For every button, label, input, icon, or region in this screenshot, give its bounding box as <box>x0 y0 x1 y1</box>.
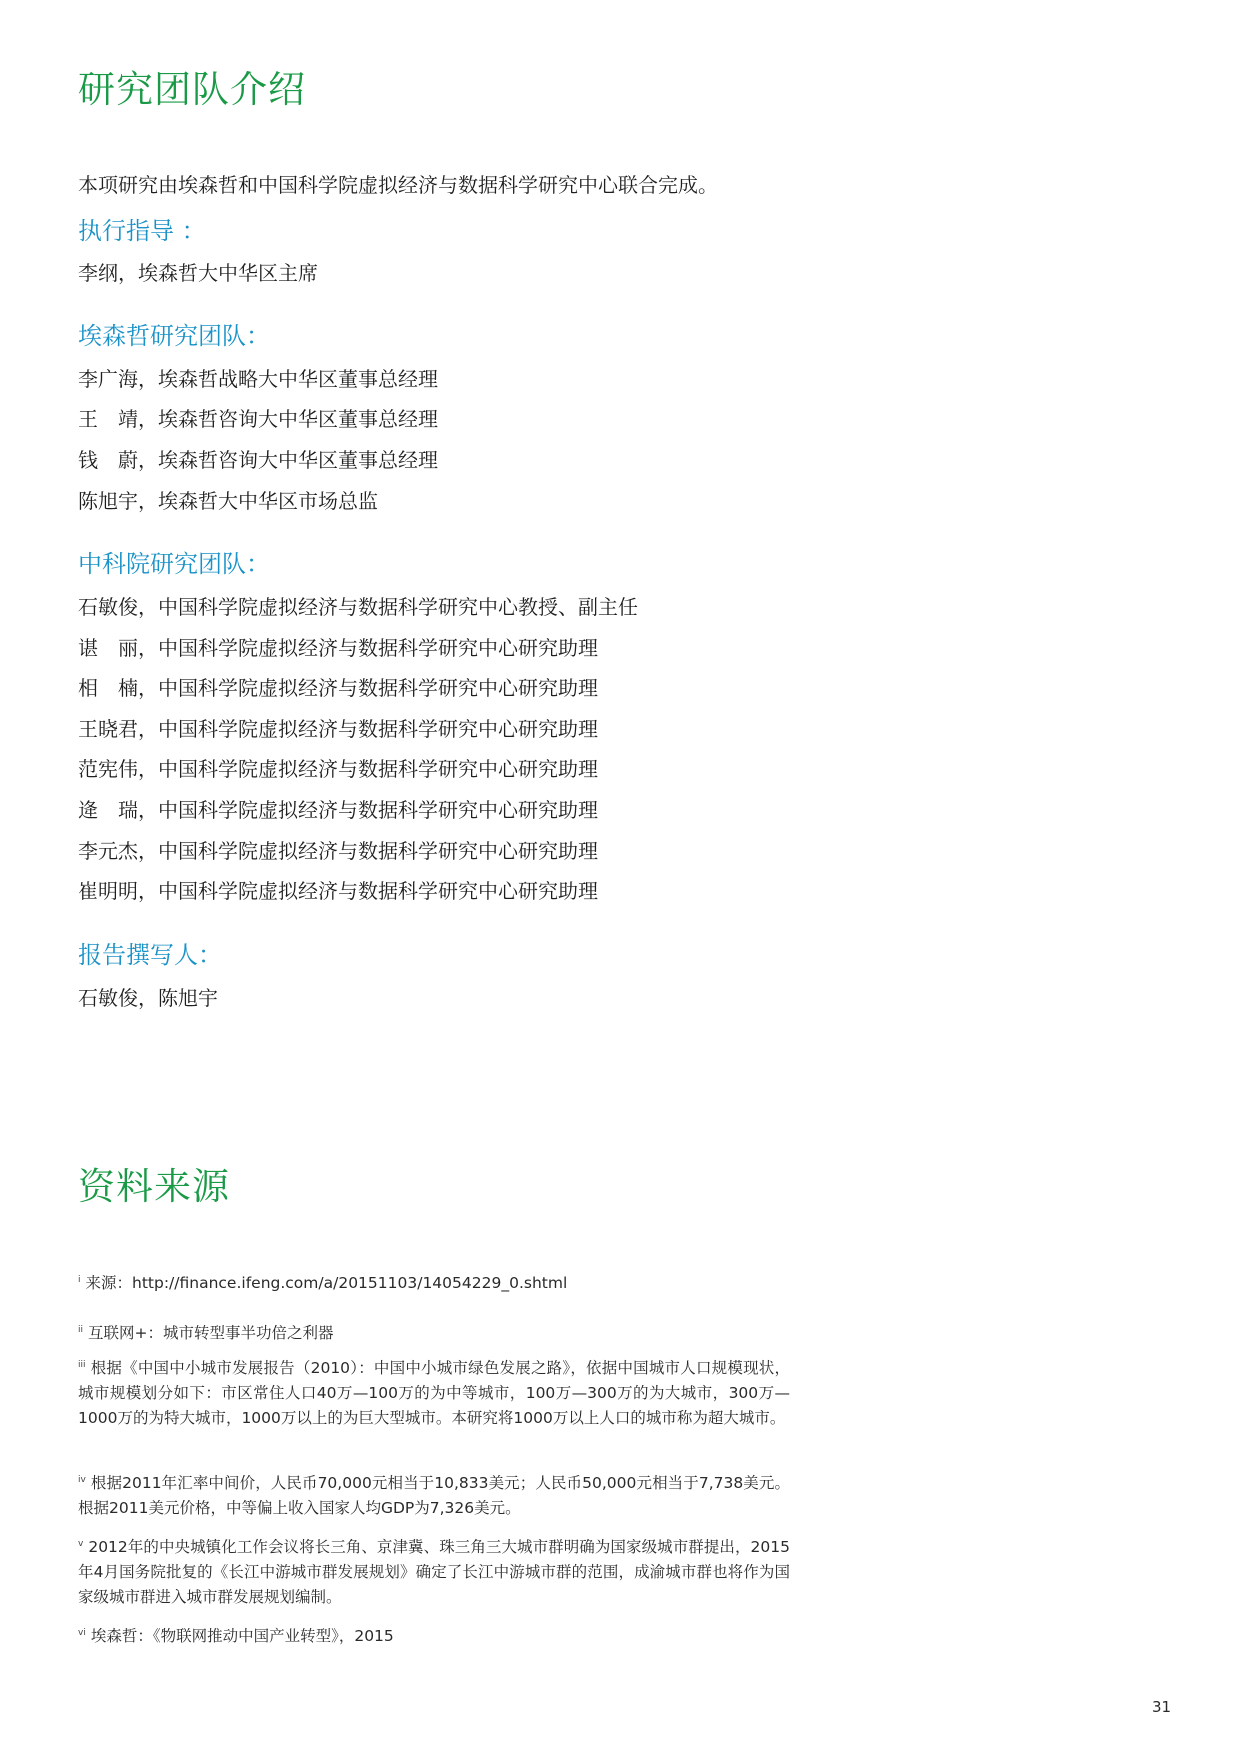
footnote-text: 根据《中国中小城市发展报告（2010）：中国中小城市绿色发展之路》，依据中国城市人口规模现状，城市规模划分如下：市区常住人口40万—100万的为中等城市，100万—300万的为大城市，300万—1000万的为特大城市，1000万以上的为巨大型城市。本研究将1000万以上人口的城市称为超大城市。 <box>78 1359 790 1427</box>
footnote-mark: v <box>78 1539 84 1549</box>
cas-member: 相 楠，中国科学院虚拟经济与数据科学研究中心研究助理 <box>78 676 598 700</box>
footnote <box>78 1532 790 1610</box>
cas-member: 李元杰，中国科学院虚拟经济与数据科学研究中心研究助理 <box>78 839 598 863</box>
footnote-mark: iii <box>78 1360 86 1370</box>
footnote <box>78 1621 790 1649</box>
footnote <box>78 1268 790 1296</box>
footnote-text: 互联网+：城市转型事半功倍之利器 <box>88 1324 334 1342</box>
cas-member: 谌 丽，中国科学院虚拟经济与数据科学研究中心研究助理 <box>78 636 598 660</box>
footnote-mark: ii <box>78 1325 84 1335</box>
team-intro: 本项研究由埃森哲和中国科学院虚拟经济与数据科学研究中心联合完成。 <box>78 173 718 197</box>
accenture-member: 钱 蔚，埃森哲咨询大中华区董事总经理 <box>78 448 438 472</box>
accenture-team-heading: 埃森哲研究团队： <box>78 322 270 350</box>
cas-member: 石敏俊，中国科学院虚拟经济与数据科学研究中心教授、副主任 <box>78 595 638 619</box>
accenture-member: 李广海，埃森哲战略大中华区董事总经理 <box>78 367 438 391</box>
guidance-heading: 执行指导 ： <box>78 217 206 245</box>
cas-member: 崔明明，中国科学院虚拟经济与数据科学研究中心研究助理 <box>78 879 598 903</box>
footnote <box>78 1318 790 1346</box>
cas-member: 范宪伟，中国科学院虚拟经济与数据科学研究中心研究助理 <box>78 757 598 781</box>
footnote-text: 来源：http://finance.ifeng.com/a/20151103/14054229_0.shtml <box>85 1274 568 1292</box>
footnote-mark: i <box>78 1275 81 1285</box>
cas-member: 王晓君，中国科学院虚拟经济与数据科学研究中心研究助理 <box>78 717 598 741</box>
footnote-text: 埃森哲：《物联网推动中国产业转型》，2015 <box>90 1627 394 1645</box>
footnote-mark: vi <box>78 1628 86 1638</box>
cas-team-heading: 中科院研究团队： <box>78 550 270 578</box>
footnote-mark: iv <box>78 1475 86 1485</box>
accenture-member: 王 靖，埃森哲咨询大中华区董事总经理 <box>78 407 438 431</box>
footnote <box>78 1353 790 1431</box>
cas-member: 逄 瑞，中国科学院虚拟经济与数据科学研究中心研究助理 <box>78 798 598 822</box>
sources-section-title: 资料来源 <box>78 1165 230 1208</box>
footnote-text: 2012年的中央城镇化工作会议将长三角、京津冀、珠三角三大城市群明确为国家级城市群提出，2015年4月国务院批复的《长江中游城市群发展规划》确定了长江中游城市群的范围，成渝城市群也将作为国家级城市群进入城市群发展规划编制。 <box>78 1538 790 1606</box>
guidance-member: 李纲，埃森哲大中华区主席 <box>78 261 318 285</box>
page-number: 31 <box>1152 1698 1172 1716</box>
team-section-title: 研究团队介绍 <box>78 68 306 111</box>
accenture-member: 陈旭宇，埃森哲大中华区市场总监 <box>78 489 378 513</box>
writers-heading: 报告撰写人： <box>78 941 222 969</box>
footnote <box>78 1468 790 1521</box>
writers-member: 石敏俊，陈旭宇 <box>78 986 218 1010</box>
footnote-text: 根据2011年汇率中间价，人民币70,000元相当于10,833美元；人民币50,000元相当于7,738美元。根据2011美元价格，中等偏上收入国家人均GDP为7,326美元。 <box>78 1474 790 1517</box>
